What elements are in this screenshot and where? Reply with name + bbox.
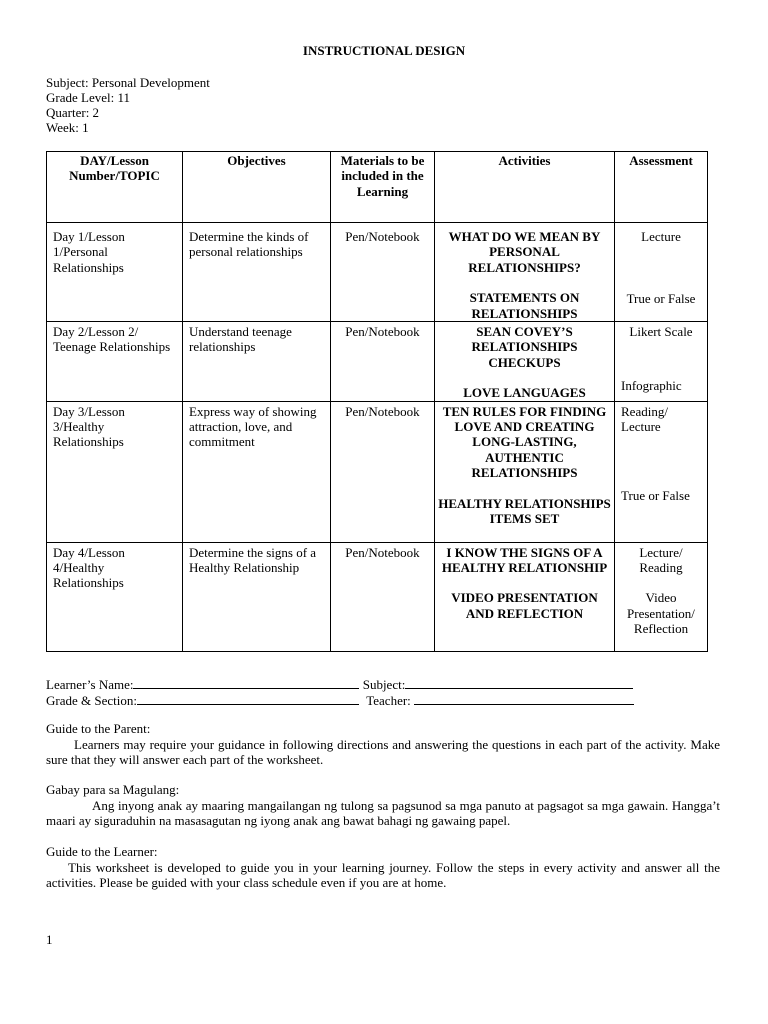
activity-secondary: STATEMENTS ON RELATIONSHIPS xyxy=(469,290,580,321)
learner-name-blank[interactable] xyxy=(133,676,359,689)
cell-day: Day 1/Lesson 1/Personal Relationships xyxy=(47,223,183,322)
header-assessment: Assessment xyxy=(615,152,708,223)
assessment-primary: Reading/ Lecture xyxy=(621,403,668,435)
teacher-blank[interactable] xyxy=(414,692,634,705)
teacher-label: Teacher: xyxy=(366,693,411,708)
assessment-secondary: True or False xyxy=(621,488,690,504)
activity-primary: WHAT DO WE MEAN BY PERSONAL RELATIONSHIPS? xyxy=(448,229,601,275)
assessment-secondary: True or False xyxy=(626,291,696,307)
learner-row-2 xyxy=(46,692,634,708)
cell-activities xyxy=(435,223,615,322)
learner-info xyxy=(46,676,634,708)
activity-secondary: HEALTHY RELATIONSHIPS ITEMS SET xyxy=(438,495,611,527)
guide-learner-heading: Guide to the Learner: xyxy=(46,844,158,859)
cell-materials: Pen/Notebook xyxy=(331,223,435,322)
activity-secondary: LOVE LANGUAGES xyxy=(463,385,586,401)
cell-assessment xyxy=(615,542,708,651)
header-activities: Activities xyxy=(435,152,615,223)
activity-primary: TEN RULES FOR FINDING LOVE AND CREATING LONG-LASTING, AUTHENTIC RELATIONSHIPS xyxy=(442,403,607,481)
subject-blank[interactable] xyxy=(405,676,633,689)
table-row xyxy=(47,322,708,402)
grade-section-label: Grade & Section: xyxy=(46,693,137,708)
subject-label: Subject: xyxy=(362,677,406,692)
meta-quarter: Quarter: 2 xyxy=(46,105,100,120)
page-number: 1 xyxy=(46,932,53,947)
meta-week: Week: 1 xyxy=(46,120,89,135)
header-materials: Materials to be included in the Learning xyxy=(331,152,435,223)
cell-day: Day 4/Lesson 4/Healthy Relationships xyxy=(47,542,183,651)
activity-primary: I KNOW THE SIGNS OF A HEALTHY RELATIONSHIP xyxy=(441,544,608,576)
cell-day: Day 3/Lesson 3/Healthy Relationships xyxy=(47,401,183,542)
guide-learner xyxy=(46,844,720,890)
table-header-row xyxy=(47,152,708,223)
cell-materials: Pen/Notebook xyxy=(331,401,435,542)
guide-gabay-heading: Gabay para sa Magulang: xyxy=(46,782,180,797)
table-row xyxy=(47,401,708,542)
table-row xyxy=(47,223,708,322)
guide-parent-text: Learners may require your guidance in following directions and answering the questions in each part of the activity. Make sure that they will answer each part of the worksheet. xyxy=(46,737,720,767)
meta-grade-level: Grade Level: 11 xyxy=(46,90,130,105)
cell-activities xyxy=(435,401,615,542)
document-title: INSTRUCTIONAL DESIGN xyxy=(302,43,466,58)
header-objectives: Objectives xyxy=(183,152,331,223)
cell-objective: Determine the kinds of personal relationships xyxy=(183,223,331,322)
activity-secondary: VIDEO PRESENTATION AND REFLECTION xyxy=(451,590,598,621)
cell-activities xyxy=(435,322,615,402)
assessment-primary: Lecture/ Reading xyxy=(639,544,683,576)
guide-learner-text: This worksheet is developed to guide you in your learning journey. Follow the steps in every activity and answer all the activities. Please be guided with your class schedule even if you are at home. xyxy=(46,860,720,890)
cell-activities xyxy=(435,542,615,651)
assessment-primary: Likert Scale xyxy=(629,324,693,340)
cell-objective: Express way of showing attraction, love, and commitment xyxy=(183,401,331,542)
assessment-primary: Lecture xyxy=(641,229,681,244)
activity-primary: SEAN COVEY’S RELATIONSHIPS CHECKUPS xyxy=(471,324,578,370)
guide-gabay xyxy=(46,782,720,828)
cell-objective: Understand teenage relationships xyxy=(183,322,331,402)
cell-materials: Pen/Notebook xyxy=(331,542,435,651)
meta-subject: Subject: Personal Development xyxy=(46,75,210,90)
grade-section-blank[interactable] xyxy=(137,692,359,705)
cell-objective: Determine the signs of a Healthy Relationship xyxy=(183,542,331,651)
document-meta xyxy=(46,75,210,135)
cell-materials: Pen/Notebook xyxy=(331,322,435,402)
guide-parent-heading: Guide to the Parent: xyxy=(46,721,151,736)
cell-assessment xyxy=(615,223,708,322)
cell-assessment xyxy=(615,401,708,542)
table-row xyxy=(47,542,708,651)
cell-day: Day 2/Lesson 2/ Teenage Relationships xyxy=(47,322,183,402)
learner-name-label: Learner’s Name: xyxy=(46,677,134,692)
cell-assessment xyxy=(615,322,708,402)
guide-parent xyxy=(46,721,720,767)
header-day: DAY/Lesson Number/TOPIC xyxy=(47,152,183,223)
learner-row-1 xyxy=(46,676,634,692)
guide-gabay-text: Ang inyong anak ay maaring mangailangan ng tulong sa pagsunod sa mga panuto at pagsagot sa mga gawain. Hangga’t maari ay siguraduhin na masasagutan ng iyong anak ang bawat bahagi ng gawaing papel. xyxy=(46,798,720,828)
assessment-secondary: Video Presentation/ Reflection xyxy=(627,590,695,637)
assessment-secondary: Infographic xyxy=(621,378,682,394)
instructional-design-table xyxy=(46,151,708,652)
